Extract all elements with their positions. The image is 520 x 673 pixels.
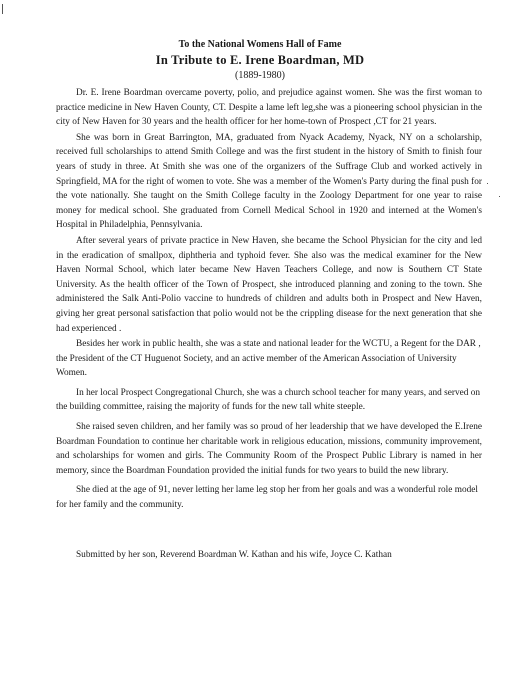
document-body [56,86,482,514]
paragraph-education: She was born in Great Barrington, MA, graduated from Nyack Academy, Nyack, NY on a scholarship, received full scholarships to attend Smith College and was the first student in the history of Smith to finish four years of study in three. At Smith she was one of the organizers of the Suffrage Club and worked actively in Springfield, MA for the right of women to vote. She was a member of the Women's Party during the final push for the vote nationally. She taught on the Smith College faculty in the Zoology Department for one year to raise money for medical school. She graduated from Cornell Medical School in 1920 and interned at the Women's Hospital in Philadelphia, Pennsylvania. [56,132,482,231]
paragraph-career: After several years of private practice in New Haven, she became the School Physician for the city and led in the eradication of smallpox, diphtheria and typhoid fever. She also was the medical examiner for the New Haven Normal School, which later became New Haven Teachers College, and now is Southern CT State University. As the health officer of the Town of Prospect, she introduced planning and zoning to the town. She administered the Salk Anti-Polio vaccine to hundreds of children and adults both in Prospect and New Haven, giving her great personal satisfaction that polio would not be the crippling disease for the next generation that she had experienced . [56,235,482,334]
paragraph-legacy: She died at the age of 91, never letting her lame leg stop her from her goals and was a wonderful role model for her family and the community. [56,485,478,511]
scan-speck [487,183,488,184]
header-line-1: To the National Womens Hall of Fame [178,39,342,50]
document-title: In Tribute to E. Irene Boardman, MD [155,53,365,67]
paragraph-family: She raised seven children, and her family was so proud of her leadership that we have developed the E.Irene Boardman Foundation to continue her charitable work in religious education, missions, community improvement, and scholarships for women and girls. The Community Room of the Prospect Public Library is named in her memory, since the Boardman Foundation provided the initial funds for two years to build the new library. [56,422,482,476]
scan-mark [2,4,3,14]
document-header [0,38,520,83]
paragraph-intro: Dr. E. Irene Boardman overcame poverty, polio, and prejudice against women. She was the first woman to practice medicine in New Haven County, CT. Despite a lame left leg,she was a pioneering school physician in the city of New Haven for 30 years and the health officer for her home-town of Prospect ,CT for 21 years. [56,88,482,128]
life-dates: (1889-1980) [235,70,285,81]
paragraph-leadership: Besides her work in public health, she was a state and national leader for the WCTU, a Regent for the DAR , the President of the CT Huguenot Society, and an active member of the American Association of University Women. [56,339,481,379]
scan-speck [499,196,500,197]
paragraph-church: In her local Prospect Congregational Church, she was a church school teacher for many years, and served on the building committee, raising the majority of funds for the new tall white steeple. [56,387,481,413]
submitted-by-line: Submitted by her son, Reverend Boardman W. Kathan and his wife, Joyce C. Kathan [76,550,392,560]
